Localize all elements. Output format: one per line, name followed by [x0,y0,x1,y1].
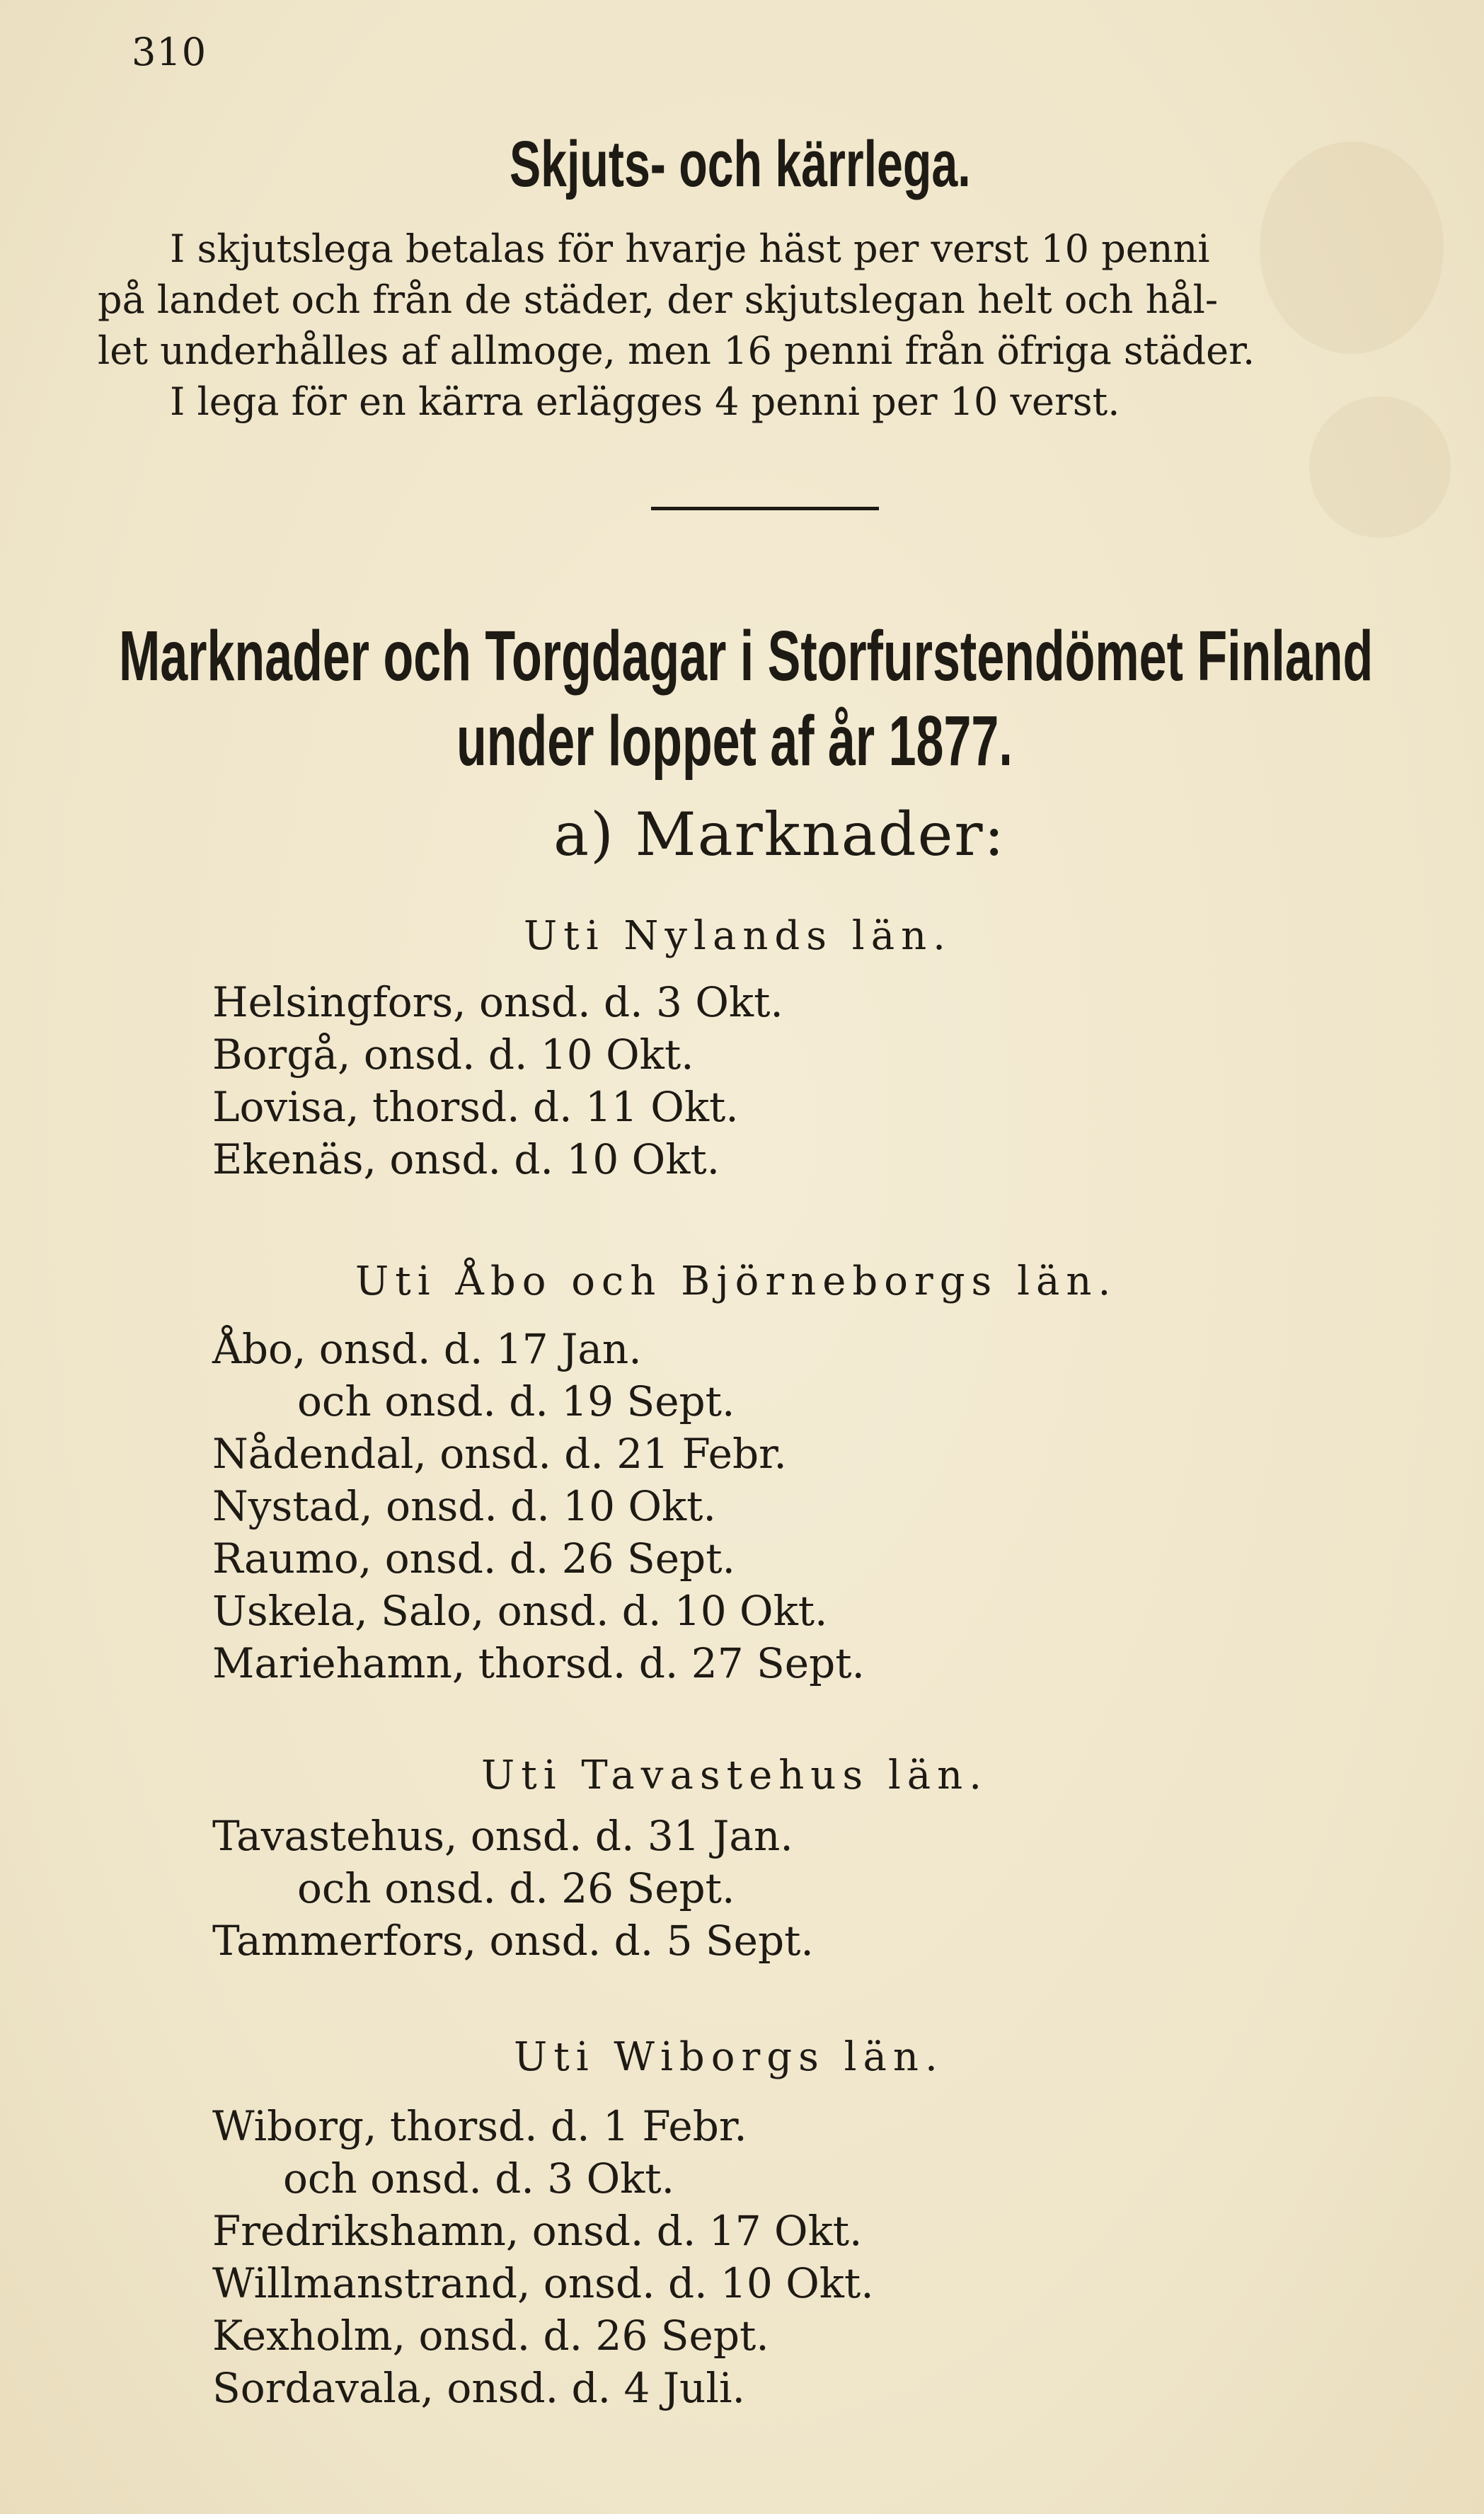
market-entry: och onsd. d. 19 Sept. [297,1377,735,1425]
section-divider [651,507,879,510]
market-entry: Uskela, Salo, onsd. d. 10 Okt. [212,1587,828,1635]
paragraph-line: på landet och från de städer, der skjutslegan helt och hål- [98,277,1219,322]
market-entry: och onsd. d. 3 Okt. [283,2154,675,2203]
market-entry: Wiborg, thorsd. d. 1 Febr. [212,2102,747,2150]
market-entry: Tavastehus, onsd. d. 31 Jan. [212,1812,793,1860]
main-title-line-1: Marknader och Torgdagar i Storfurstendömet Finland [119,616,1374,696]
region-heading: Uti Nylands län. [524,913,952,959]
market-entry: Nystad, onsd. d. 10 Okt. [212,1482,716,1530]
market-entry: Raumo, onsd. d. 26 Sept. [212,1534,735,1583]
page-number: 310 [132,30,207,74]
market-entry: Nådendal, onsd. d. 21 Febr. [212,1430,787,1478]
region-heading: Uti Tavastehus län. [481,1752,989,1798]
section-title-skjuts: Skjuts- och kärrlega. [510,128,971,200]
region-heading: Uti Wiborgs län. [514,2034,944,2080]
paper-stain [1309,396,1451,538]
market-entry: Sordavala, onsd. d. 4 Juli. [212,2364,745,2412]
market-entry: Willmanstrand, onsd. d. 10 Okt. [212,2259,874,2307]
market-entry: och onsd. d. 26 Sept. [297,1864,735,1912]
paragraph-line: I lega för en kärra erlägges 4 penni per 10 verst. [170,379,1120,424]
region-heading: Uti Åbo och Björneborgs län. [355,1258,1117,1304]
market-entry: Lovisa, thorsd. d. 11 Okt. [212,1083,739,1131]
subsection-title: a) Marknader: [553,800,1006,869]
paragraph-line: let underhålles af allmoge, men 16 penni från öfriga städer. [98,328,1255,373]
market-entry: Kexholm, onsd. d. 26 Sept. [212,2312,769,2360]
market-entry: Fredrikshamn, onsd. d. 17 Okt. [212,2207,863,2255]
market-entry: Mariehamn, thorsd. d. 27 Sept. [212,1639,865,1687]
market-entry: Ekenäs, onsd. d. 10 Okt. [212,1135,720,1183]
market-entry: Helsingfors, onsd. d. 3 Okt. [212,978,783,1026]
market-entry: Åbo, onsd. d. 17 Jan. [212,1325,642,1373]
market-entry: Tammerfors, onsd. d. 5 Sept. [212,1917,814,1965]
market-entry: Borgå, onsd. d. 10 Okt. [212,1031,694,1079]
paragraph-line: I skjutslega betalas för hvarje häst per verst 10 penni [170,226,1210,271]
paper-stain [1260,142,1444,354]
main-title-line-2: under loppet af år 1877. [456,701,1013,781]
